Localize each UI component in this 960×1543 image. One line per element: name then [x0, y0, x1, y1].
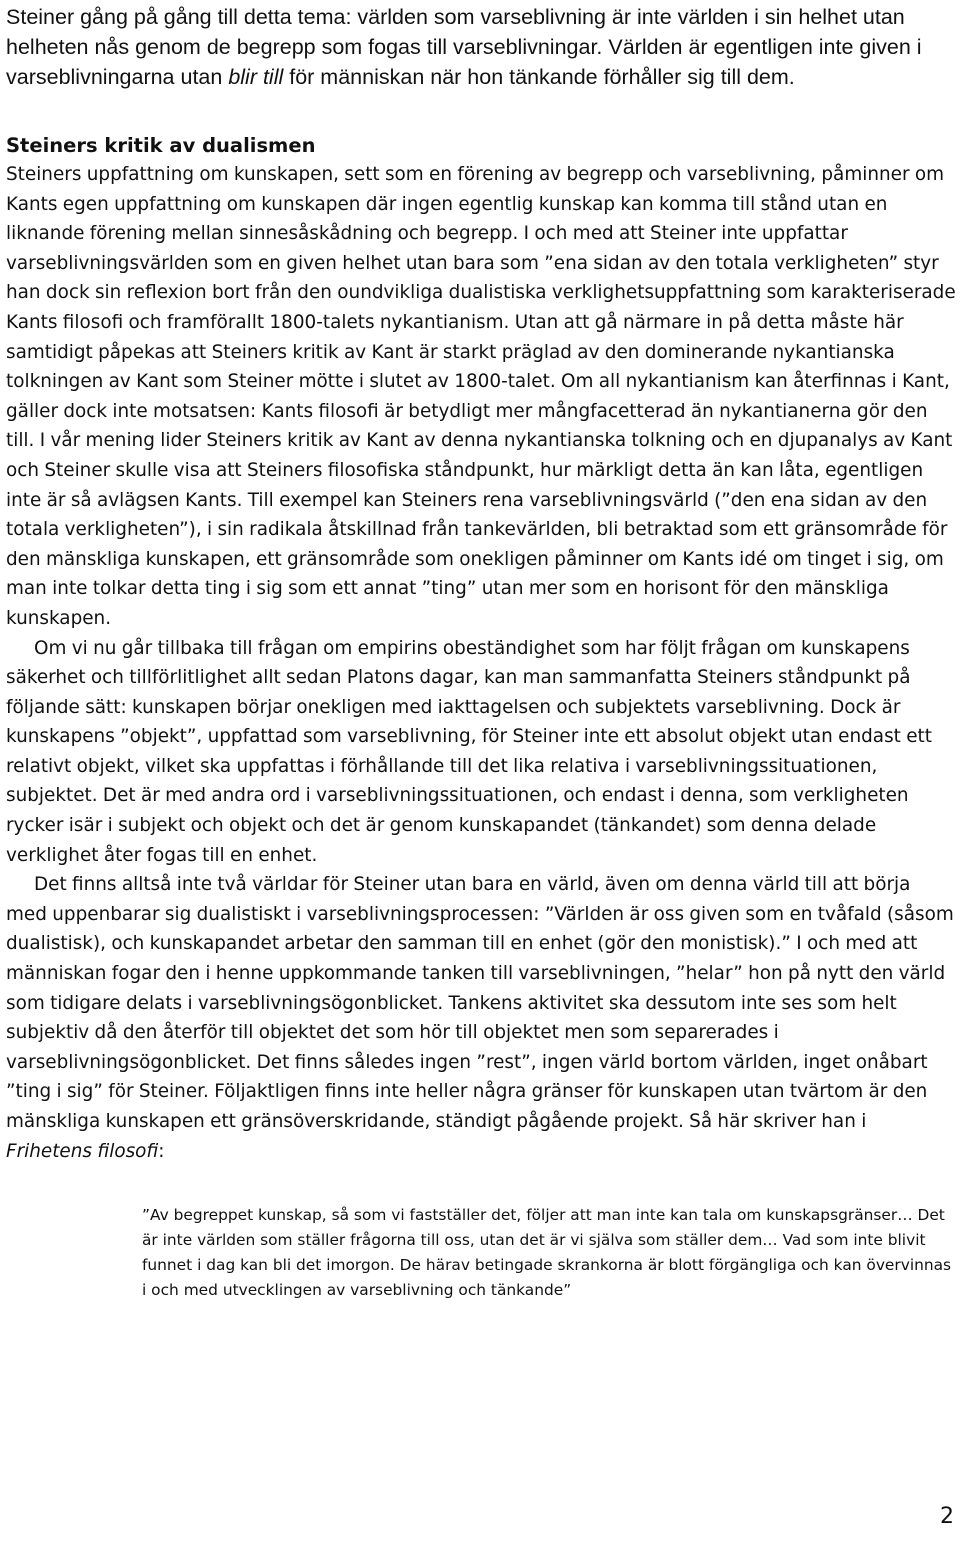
body-paragraph-1: Steiners uppfattning om kunskapen, sett som en förening av begrepp och varseblivning, påminner om Kants egen uppfattning om kunskapen där ingen egentlig kunskap kan komma till stånd utan en liknande förening mellan sinnesåskådning och begrepp. I och med att Steiner inte uppfattar varseblivningsvärlden som en given helhet utan bara som ”ena sidan av den totala verkligheten” styr han dock sin reflexion bort från den oundvikliga dualistiska verklighetsuppfattning som karakteriserade Kants filosofi och framförallt 1800-talets nykantianism. Utan att gå närmare in på detta måste här samtidigt påpekas att Steiners kritik av Kant är starkt präglad av den dominerande nykantianska tolkningen av Kant som Steiner mötte i slutet av 1800-talet. Om all nykantianism kan återfinnas i Kant, gäller dock inte motsatsen: Kants filosofi är betydligt mer mångfacetterad än nykantianerna gör den till. I vår mening lider Steiners kritik av Kant av denna nykantianska tolkning och en djupanalys av Kant och Steiner skulle visa att Steiners filosofiska ståndpunkt, hur märkligt detta än kan låta, egentligen inte är så avlägsen Kants. Till exempel kan Steiners rena varseblivningsvärld (”den ena sidan av den totala verkligheten”), i sin radikala åtskillnad från tankevärlden, bli betraktad som ett gränsområde för den mänskliga kunskapen, ett gränsområde som onekligen påminner om Kants idé om tinget i sig, om man inte tolkar detta ting i sig som ett annat ”ting” utan mer som en horisont för den mänskliga kunskapen. [6, 164, 956, 629]
intro-emphasis: blir till [228, 65, 284, 89]
body-paragraph-3 [6, 870, 956, 1166]
intro-paragraph [6, 0, 956, 92]
book-title: Frihetens filosofi [6, 1140, 159, 1162]
block-quote: ”Av begreppet kunskap, så som vi fastställer det, följer att man inte kan tala om kunskapsgränser… Det är inte världen som ställer frågorna till oss, utan det är vi själva som ställer dem… Vad som inte blivit funnet i dag kan bli det imorgon. De härav betingade skrankorna är blott förgängliga och kan övervinnas i och med utvecklingen av varseblivning och tänkande” [142, 1206, 952, 1300]
paragraph-3-colon: : [158, 1140, 165, 1162]
intro-text-end: för människan när hon tänkande förhåller sig till dem. [283, 65, 795, 89]
body-paragraph-2: Om vi nu går tillbaka till frågan om empirins obeständighet som har följt frågan om kunskapens säkerhet och tillförlitlighet allt sedan Platons dagar, kan man sammanfatta Steiners ståndpunkt på följande sätt: kunskapen börjar onekligen med iakttagelsen och subjektets varseblivning. Dock är kunskapens ”objekt”, uppfattad som varseblivning, för Steiner inte ett absolut objekt utan endast ett relativt objekt, vilket ska uppfattas i förhållande till det lika relativa i varseblivningssituationen, subjektet. Det är med andra ord i varseblivningssituationen, och endast i denna, som verkligheten rycker isär i subjekt och objekt och det är genom kunskapandet (tänkandet) som denna delade verklighet åter fogas till en enhet. [6, 637, 932, 866]
page-number: 2 [940, 1504, 954, 1529]
intro-text-start: Steiner gång på gång till detta tema: världen som varseblivning är inte världen i sin helhet utan helheten nås genom de begrepp som fogas till varseblivningar. Världen är egentligen inte given i varseblivningarna utan [6, 5, 922, 89]
paragraph-3-text: Det finns alltså inte två världar för Steiner utan bara en värld, även om denna värld till att börja med uppenbarar sig dualistiskt i varseblivningsprocessen: ”Världen är oss given som en tvåfald (såsom dualistisk), och kunskapandet arbetar den samman till en enhet (gör den monistisk).” I och med att människan fogar den i henne uppkommande tanken till varseblivningen, ”helar” hon på nytt den värld som tidigare delats i varseblivningsögonblicket. Tankens aktivitet ska dessutom inte ses som helt subjektiv då den återför till objektet det som hör till objektet men som separerades i varseblivningsögonblicket. Det finns således ingen ”rest”, ingen värld bortom världen, inget onåbart ”ting i sig” för Steiner. Följaktligen finns inte heller några gränser för kunskapen utan tvärtom är den mänskliga kunskapen ett gränsöverskridande, ständigt pågående projekt. Så här skriver han i [6, 874, 954, 1132]
section-heading: Steiners kritik av dualismen [6, 134, 316, 157]
document-page [6, 0, 956, 1303]
